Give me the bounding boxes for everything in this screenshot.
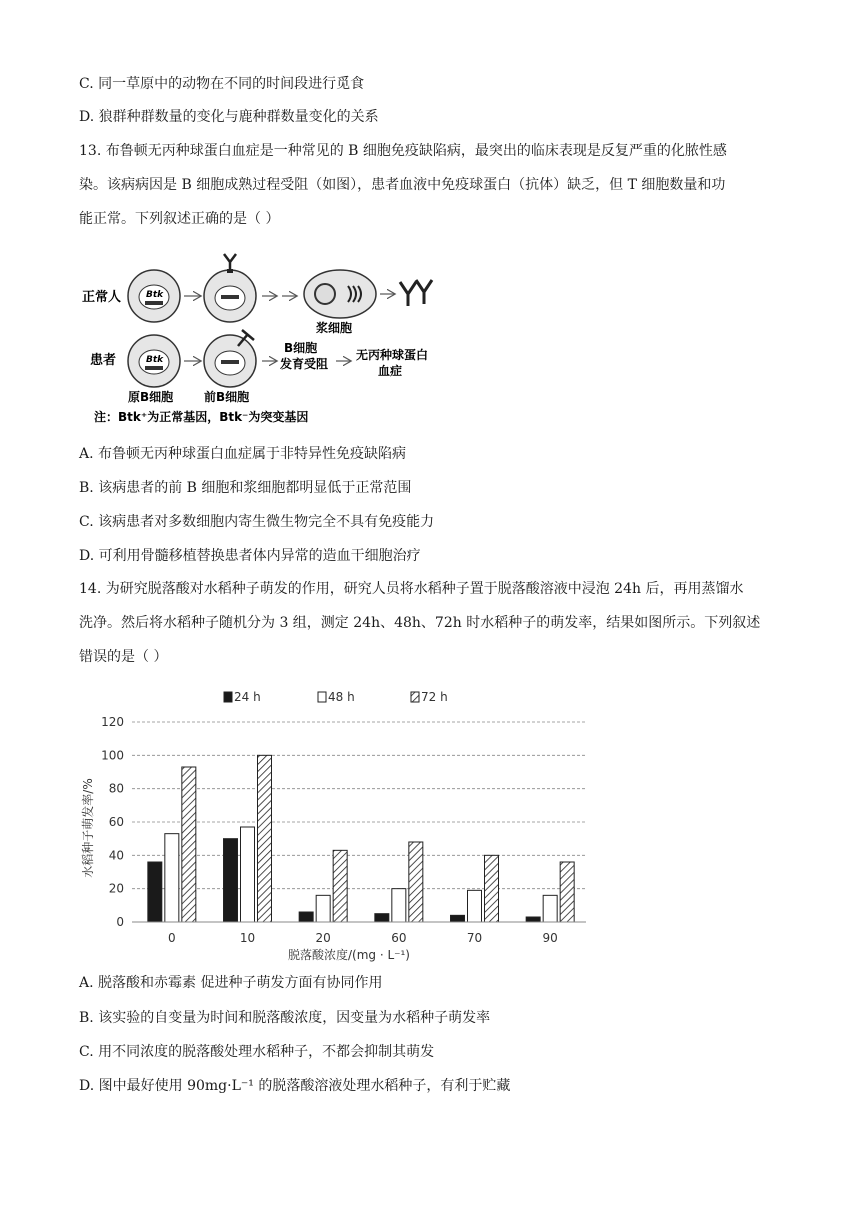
q13-option-b: B. 该病患者的前 B 细胞和浆细胞都明显低于正常范围 — [79, 480, 412, 496]
b-cell-development-diagram — [78, 240, 478, 430]
q13-option-d: D. 可利用骨髓移植替换患者体内异常的造血干细胞治疗 — [79, 548, 421, 564]
normal-pre-b-cell — [204, 254, 256, 322]
bar — [258, 755, 272, 922]
q14-option-c: C. 用不同浓度的脱落酸处理水稻种子，不都会抑制其萌发 — [79, 1044, 435, 1060]
legend-label: 48 h — [328, 690, 355, 704]
bar — [165, 834, 179, 922]
bar — [148, 862, 162, 922]
legend-swatch — [318, 692, 326, 702]
q13-option-a: A. 布鲁顿无丙种球蛋白血症属于非特异性免疫缺陷病 — [79, 446, 407, 462]
patient-pro-b-cell — [128, 335, 180, 387]
bar — [543, 895, 557, 922]
svg-text:Btk: Btk — [146, 355, 164, 365]
bar — [392, 889, 406, 922]
plasma-cell-label: 浆细胞 — [316, 321, 353, 335]
bar — [468, 890, 482, 922]
bar — [333, 850, 347, 922]
legend-label: 72 h — [421, 690, 448, 704]
disease-label-1: 无丙种球蛋白 — [356, 348, 429, 362]
x-tick-label: 70 — [466, 931, 483, 945]
disease-label-2: 血症 — [378, 364, 403, 378]
y-tick-label: 40 — [108, 848, 124, 863]
bar — [316, 895, 330, 922]
y-tick-label: 0 — [116, 915, 124, 929]
question-13-line-2: 染。该病病因是 B 细胞成熟过程受阻（如图），患者血液中免疫球蛋白（抗体）缺乏，但 T 细胞数量和功 — [79, 177, 726, 193]
bar — [241, 827, 255, 922]
plasma-cell — [304, 270, 376, 318]
y-tick-label: 120 — [101, 715, 124, 729]
x-axis-label: 脱落酸浓度/(mg · L⁻¹) — [288, 948, 410, 962]
y-tick-label: 100 — [101, 748, 124, 763]
y-tick-label: 20 — [108, 881, 124, 896]
bar — [299, 912, 313, 922]
question-14-line-2: 洗净。然后将水稻种子随机分为 3 组，测定 24h、48h、72h 时水稻种子的萌发率，结果如图所示。下列叙述 — [79, 615, 761, 631]
question-14-line-3: 错误的是（ ） — [79, 649, 168, 665]
legend-swatch — [411, 692, 419, 702]
x-tick-label: 0 — [168, 931, 176, 945]
y-tick-label: 60 — [108, 815, 124, 829]
row-label-patient: 患者 — [90, 353, 117, 368]
patient-pre-b-cell — [204, 330, 256, 387]
option-d-q12: D. 狼群种群数量的变化与鹿种群数量变化的关系 — [79, 109, 379, 125]
x-tick-label: 90 — [542, 931, 558, 945]
row-label-normal: 正常人 — [82, 290, 122, 305]
normal-pro-b-cell — [128, 270, 180, 322]
q14-option-a: A. 脱落酸和赤霉素 促进种子萌发方面有协同作用 — [79, 975, 383, 991]
y-axis-label: 水稻种子萌发率/% — [81, 778, 95, 878]
bar — [485, 855, 499, 922]
diagram-note: 注：Btk⁺为正常基因，Btk⁻为突变基因 — [94, 410, 309, 424]
question-13-line-1: 13. 布鲁顿无丙种球蛋白血症是一种常见的 B 细胞免疫缺陷病，最突出的临床表现是反复严重的化脓性感 — [79, 143, 727, 159]
bar — [560, 862, 574, 922]
bar — [375, 914, 389, 922]
blocked-label-1: B细胞 — [284, 341, 318, 355]
x-tick-label: 20 — [315, 931, 331, 945]
blocked-label-2: 发育受阻 — [280, 357, 329, 371]
bar — [526, 917, 540, 922]
q14-option-d: D. 图中最好使用 90mg·L⁻¹ 的脱落酸溶液处理水稻种子，有利于贮藏 — [79, 1078, 511, 1094]
q13-option-c: C. 该病患者对多数细胞内寄生微生物完全不具有免疫能力 — [79, 514, 435, 530]
antibody-icons — [400, 280, 432, 306]
svg-text:Btk: Btk — [146, 290, 164, 300]
bar — [182, 767, 196, 922]
bar — [224, 839, 238, 922]
question-13-line-3: 能正常。下列叙述正确的是（ ） — [79, 211, 280, 227]
question-14-line-1: 14. 为研究脱落酸对水稻种子萌发的作用，研究人员将水稻种子置于脱落酸溶液中浸泡 24h 后，再用蒸馏水 — [79, 581, 744, 597]
x-tick-label: 10 — [239, 931, 256, 945]
option-c-q12: C. 同一草原中的动物在不同的时间段进行觅食 — [79, 76, 365, 92]
germination-bar-chart — [78, 682, 598, 967]
legend-swatch — [224, 692, 232, 702]
legend-label: 24 h — [234, 690, 261, 704]
bar — [409, 842, 423, 922]
pre-b-cell-label: 前B细胞 — [204, 390, 250, 404]
y-tick-label: 80 — [108, 781, 124, 796]
x-tick-label: 60 — [391, 931, 407, 945]
q14-option-b: B. 该实验的自变量为时间和脱落酸浓度，因变量为水稻种子萌发率 — [79, 1010, 491, 1026]
pro-b-cell-label: 原B细胞 — [128, 390, 174, 404]
bar — [451, 915, 465, 922]
